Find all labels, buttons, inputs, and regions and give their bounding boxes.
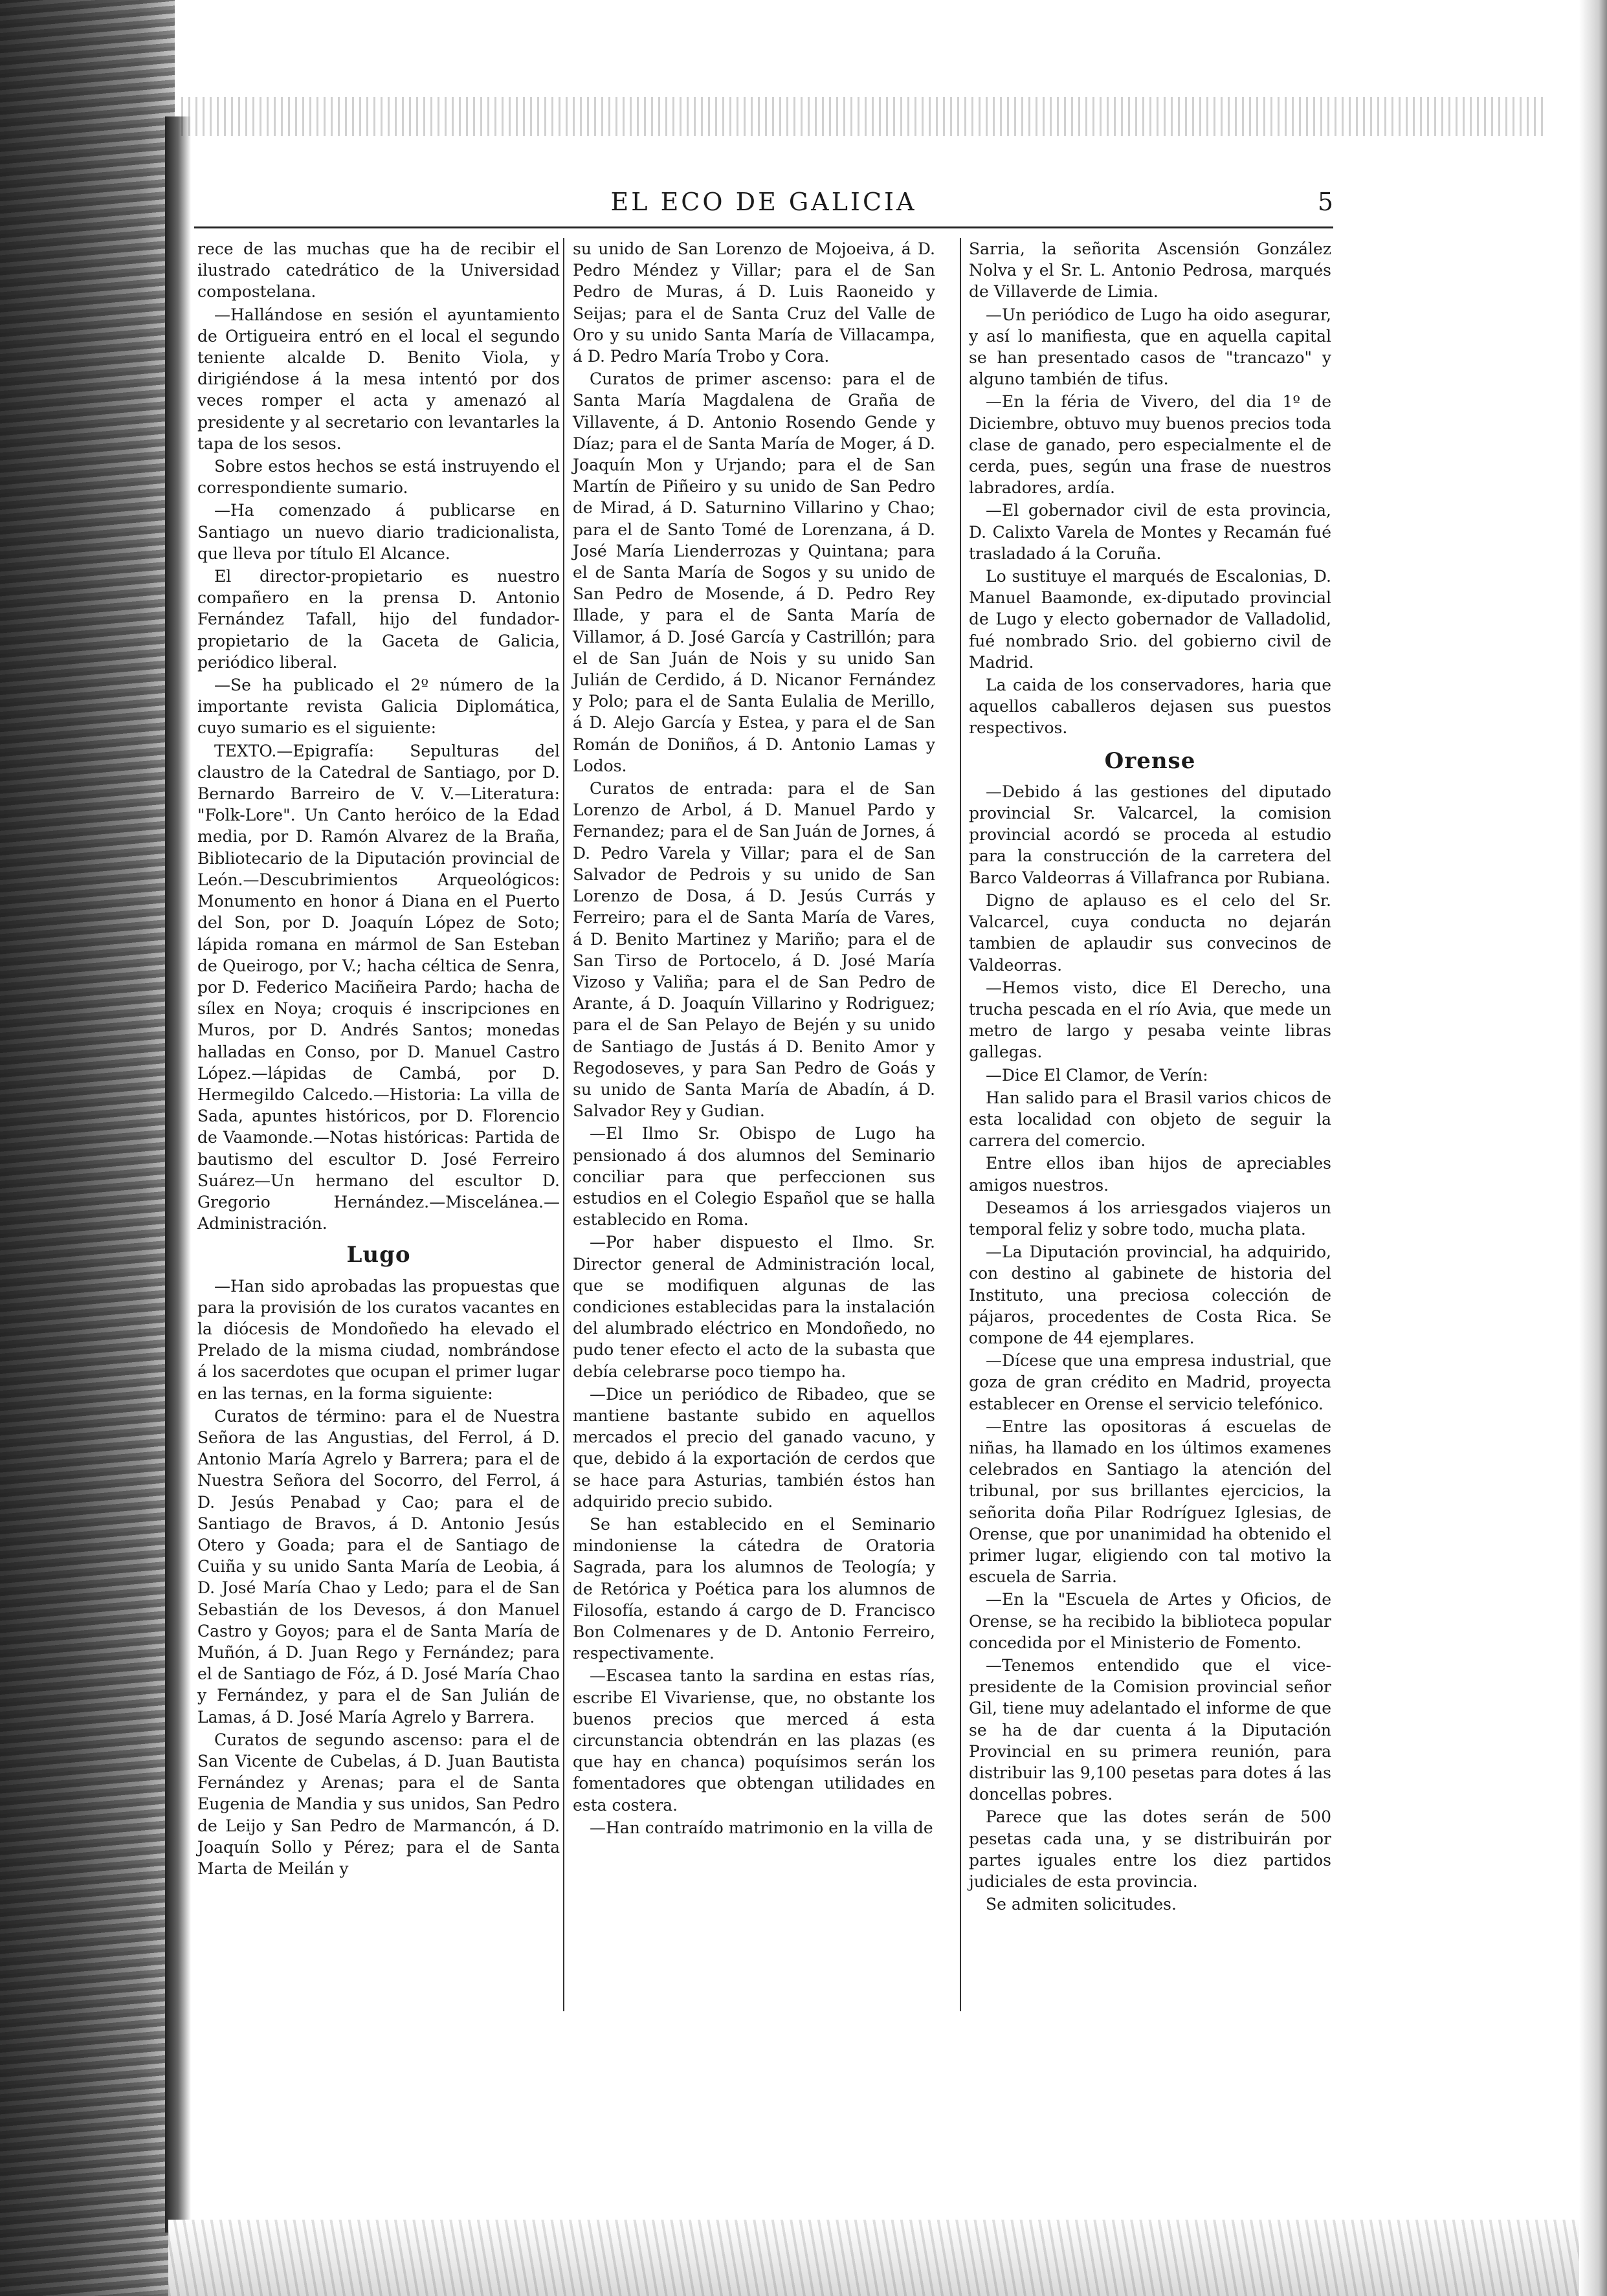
paragraph: Curatos de primer ascenso: para el de Santa María Magdalena de Graña de Villavente, á D. Antonio Rosendo Gende y Díaz; para el de Santa María de Moger, á D. Joaquín Mon y Urjando; para el de San Martín de Piñeiro y su unido de San Pedro de Mirad, á D. Saturnino Villarino y Chao; para el de Santo Tomé de Lorenzana, á D. José María Lienderrozas y Quintana; para el de Santa María de Sogos y su unido de San Pedro de Mosende, á D. Pedro Rey Illade, y para el de Santa María de Villamor, á D. José García y Castrillón; para el de San Juán de Nois y su unido San Julián de Cerdido, á D. Nicanor Fernández y Polo; para el de Santa Eulalia de Merillo, á D. Alejo García y Estea, y para el de San Román de Doniños, á D. Antonio Lamas y Lodos. bbox=[573, 370, 935, 775]
paragraph: —El Ilmo Sr. Obispo de Lugo ha pensionado á dos alumnos del Seminario conciliar para que perfeccionen sus estudios en el Colegio Español que se halla establecido en Roma. bbox=[573, 1124, 935, 1230]
paragraph: —En la "Escuela de Artes y Oficios, de Orense, se ha recibido la biblioteca popular concedida por el Ministerio de Fomento. bbox=[969, 1590, 1331, 1652]
paragraph: —Tenemos entendido que el vice-presidente de la Comision provincial señor Gil, tiene muy adelantado el informe de que se ha de dar cuenta á la Diputación Provincial en su primera reunión, para distribuir las 9,100 pesetas para dotes á las doncellas pobres. bbox=[969, 1656, 1331, 1804]
paragraph: El director-propietario es nuestro compañero en la prensa D. Antonio Fernández Tafall, hijo del fundador-propietario de la Gaceta de Galicia, periódico liberal. bbox=[197, 567, 560, 672]
newspaper-title: EL ECO DE GALICIA bbox=[610, 188, 917, 216]
paragraph: Curatos de entrada: para el de San Lorenzo de Arbol, á D. Manuel Pardo y Fernandez; para el de San Juán de Jornes, á D. Pedro Varela y Villar; para el de San Salvador de Pedrois y su unido de San Lorenzo de Dosa, á D. Jesús Currás y Ferreiro; para el de Santa María de Vares, á D. Benito Martinez y Mariño; para el de San Tirso de Portocelo, á D. José María Vizoso y Valiña; para el de San Pedro de Arante, á D. Joaquín Villarino y Rodriguez; para el de San Pelayo de Bején y su unido de Santiago de Justás á D. Benito Amor y Regodoseves, y para San Pedro de Goás y su unido de Santa María de Abadín, á D. Salvador Rey y Gudian. bbox=[573, 779, 935, 1121]
paragraph: Se admiten solicitudes. bbox=[986, 1895, 1177, 1914]
column-3 bbox=[969, 238, 1331, 1916]
gutter-shadow bbox=[165, 116, 191, 2233]
paragraph: TEXTO.—Epigrafía: Sepulturas del claustro de la Catedral de Santiago, por D. Bernardo Barreiro de V. V.—Literatura: "Folk-Lore". Un Canto heróico de la Edad media, por D. Ramón Alvarez de la Braña, Bibliotecario de la Diputación provincial de León.—Descubrimientos Arqueológicos: Monumento en honor á Diana en el Puerto del Son, por D. Joaquín López de Soto; lápida romana en mármol de San Esteban de Queirogo, por V.; hacha céltica de Senra, por D. Federico Maciñeira Pardo; hacha de sílex en Noya; croquis é inscripciones en Muros, por D. Andrés Santos; monedas halladas en Conso, por D. Manuel Castro López.—lápidas de Cambá, por D. Hermegildo Calcedo.—Historia: La villa de Sada, apuntes históricos, por D. Florencio de Vaamonde.—Notas históricas: Partida de bautismo del escultor D. José Ferreiro Suárez—Un hermano del escultor D. Gregorio Hernández.—Miscelánea.—Administración. bbox=[197, 741, 560, 1233]
paragraph: Sobre estos hechos se está instruyendo el correspondiente sumario. bbox=[197, 457, 560, 498]
paragraph: Deseamos á los arriesgados viajeros un temporal feliz y sobre todo, mucha plata. bbox=[969, 1198, 1331, 1239]
paragraph: —Escasea tanto la sardina en estas rías, escribe El Vivariense, que, no obstante los buenos precios que merced á esta circunstancia obtendrán en las plazas (es que hay en chanca) poquísimos serán los fomentadores que obtengan utilidades en esta costera. bbox=[573, 1666, 935, 1815]
paragraph: su unido de San Lorenzo de Mojoeiva, á D. Pedro Méndez y Villar; para el de San Pedro de Muras, á D. Luis Raoneido y Seijas; para el de Santa Cruz del Valle de Oro y su unido Santa María de Villacampa, á D. Pedro María Trobo y Cora. bbox=[573, 239, 935, 366]
column-1 bbox=[197, 238, 560, 1881]
page-edge bbox=[1579, 0, 1607, 2296]
paragraph: Han salido para el Brasil varios chicos de esta localidad con objeto de seguir la carrera del comercio. bbox=[969, 1088, 1331, 1151]
paragraph: —El gobernador civil de esta provincia, D. Calixto Varela de Montes y Recamán fué trasladado á la Coruña. bbox=[969, 501, 1331, 563]
paragraph: —Se ha publicado el 2º número de la importante revista Galicia Diplomática, cuyo sumario es el siguiente: bbox=[197, 676, 560, 738]
paragraph: —En la féria de Vivero, del dia 1º de Diciembre, obtuvo muy buenos precios toda clase de ganado, pero especialmente el de cerda, pues, según una frase de nuestros labradores, ardía. bbox=[969, 392, 1331, 498]
column-2 bbox=[573, 238, 935, 1840]
section-heading-lugo: Lugo bbox=[346, 1242, 411, 1268]
paragraph: —Dícese que una empresa industrial, que goza de gran crédito en Madrid, proyecta establecer en Orense el servicio telefónico. bbox=[969, 1351, 1331, 1413]
page-header bbox=[194, 188, 1333, 228]
paragraph: Sarria, la señorita Ascensión González Nolva y el Sr. L. Antonio Pedrosa, marqués de Villaverde de Limia. bbox=[969, 239, 1331, 302]
paragraph: Entre ellos iban hijos de apreciables amigos nuestros. bbox=[969, 1154, 1331, 1195]
paragraph: Curatos de segundo ascenso: para el de San Vicente de Cubelas, á D. Juan Bautista Fernández y Arenas; para el de Santa Eugenia de Mandia y sus unidos, San Pedro de Leijo y San Pedro de Marmancón, á D. Joaquín Sollo y Pérez; para el de Santa Marta de Meilán y bbox=[197, 1730, 560, 1879]
paragraph: Lo sustituye el marqués de Escalonias, D. Manuel Baamonde, ex-diputado provincial de Lugo y electo gobernador de Valladolid, fué nombrado Srio. del gobierno civil de Madrid. bbox=[969, 567, 1331, 672]
paragraph: Parece que las dotes serán de 500 pesetas cada una, y se distribuirán por partes iguales entre los diez partidos judiciales de esta provincia. bbox=[969, 1807, 1331, 1892]
paragraph: Curatos de término: para el de Nuestra Señora de las Angustias, del Ferrol, á D. Antonio María Agrelo y Barrera; para el de Nuestra Señora del Socorro, del Ferrol, á D. Jesús Penabad y Cao; para el de Santiago de Bravos, á D. Antonio Jesús Otero y Goada; para el de Santiago de Cuiña y su unido Santa María de Leobia, á D. José María Chao y Ledo; para el de San Sebastián de los Devesos, á don Manuel Castro y Goyos; para el de Santa María de Muñón, á D. Juan Rego y Fernández; para el de Santiago de Fóz, á D. José María Chao y Fernández, y para el de San Julián de Lamas, á D. José María Agrelo y Barrera. bbox=[197, 1406, 560, 1727]
section-heading-orense: Orense bbox=[1104, 747, 1196, 774]
paragraph: —Dice El Clamor, de Verín: bbox=[986, 1065, 1208, 1085]
paragraph: —Un periódico de Lugo ha oido asegurar, y así lo manifiesta, que en aquella capital se han presentado casos de "trancazo" y alguno también de tifus. bbox=[969, 305, 1331, 389]
paragraph: —La Diputación provincial, ha adquirido, con destino al gabinete de historia del Instituto, una preciosa colección de pájaros, procedentes de Costa Rica. Se compone de 44 ejemplares. bbox=[969, 1242, 1331, 1347]
paragraph: —Han contraído matrimonio en la villa de bbox=[590, 1818, 933, 1837]
paragraph: —Entre las opositoras á escuelas de niñas, ha llamado en los últimos examenes celebrados en Santiago la atención del tribunal, por sus brillantes ejercicios, la señorita doña Pilar Rodríguez Iglesias, de Orense, que por unanimidad ha obtenido el primer lugar, eligiendo con tal motivo la escuela de Sarria. bbox=[969, 1417, 1331, 1587]
page-number: 5 bbox=[1317, 188, 1333, 216]
binding-gutter bbox=[0, 0, 175, 2296]
paragraph: —Hemos visto, dice El Derecho, una trucha pescada en el río Avia, que mede un metro de largo y pesaba veinte libras gallegas. bbox=[969, 978, 1331, 1062]
paragraph: —Hallándose en sesión el ayuntamiento de Ortigueira entró en el local el segundo teniente alcalde D. Benito Viola, y dirigiéndose á la mesa intentó por dos veces romper el acta y amenazó al presidente y al secretario con levantarles la tapa de los sesos. bbox=[197, 305, 560, 453]
paragraph: —Por haber dispuesto el Ilmo. Sr. Director general de Administración local, que se modifiquen algunas de las condiciones establecidas para la instalación del alumbrado eléctrico en Mondoñedo, no pudo tener efecto el acto de la subasta que debía celebrarse poco tiempo ha. bbox=[573, 1233, 935, 1381]
paragraph: rece de las muchas que ha de recibir el ilustrado catedrático de la Universidad compostelana. bbox=[197, 239, 560, 302]
paragraph: La caida de los conservadores, haria que aquellos caballeros dejasen sus puestos respectivos. bbox=[969, 676, 1331, 738]
paragraph: —Debido á las gestiones del diputado provincial Sr. Valcarcel, la comision provincial acordó se proceda al estudio para la construcción de la carretera del Barco Valdeorras á Villafranca por Rubiana. bbox=[969, 782, 1331, 887]
scan-noise-top bbox=[181, 97, 1547, 136]
paragraph: Se han establecido en el Seminario mindoniense la cátedra de Oratoria Sagrada, para los alumnos de Teología; y de Retórica y Poética para los alumnos de Filosofía, estando á cargo de D. Francisco Bon Colmenares y de D. Antonio Ferreiro, respectivamente. bbox=[573, 1514, 935, 1663]
paragraph: —Han sido aprobadas las propuestas que para la provisión de los curatos vacantes en la diócesis de Mondoñedo ha elevado el Prelado de la misma ciudad, nombrándose á los sacerdotes que ocupan el primer lugar en las ternas, en la forma siguiente: bbox=[197, 1276, 560, 1403]
paragraph: —Ha comenzado á publicarse en Santiago un nuevo diario tradicionalista, que lleva por título El Alcance. bbox=[197, 501, 560, 563]
paragraph: Digno de aplauso es el celo del Sr. Valcarcel, cuya conducta no dejarán tambien de aplaudir sus convecinos de Valdeorras. bbox=[969, 890, 1331, 975]
column-rule bbox=[563, 238, 564, 2011]
paragraph: —Dice un periódico de Ribadeo, que se mantiene bastante subido en aquellos mercados el precio del ganado vacuno, y que, debido á la exportación de cerdos que se hace para Asturias, también éstos han adquirido precio subido. bbox=[573, 1384, 935, 1511]
column-rule bbox=[960, 238, 961, 2011]
scan-noise-bottom bbox=[168, 2220, 1607, 2296]
